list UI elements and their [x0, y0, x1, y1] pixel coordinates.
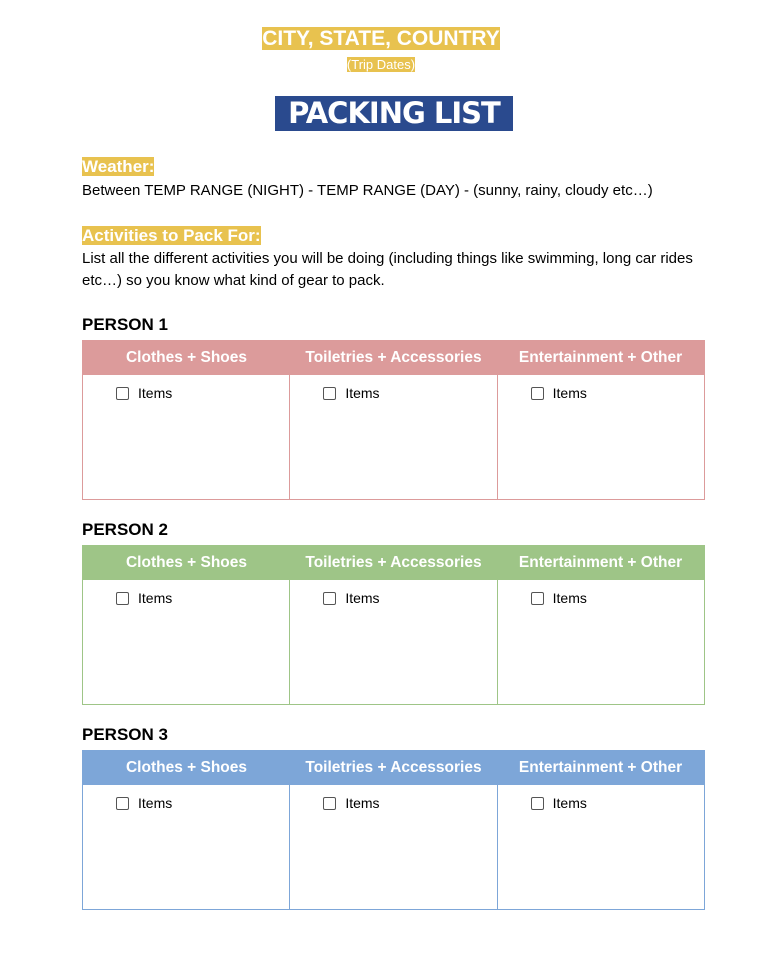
list-item — [290, 375, 497, 499]
item-label[interactable]: Items — [552, 795, 587, 811]
column-header: Toiletries + Accessories — [305, 349, 482, 366]
item-label[interactable]: Items — [552, 590, 587, 606]
weather-heading: Weather: — [82, 157, 155, 176]
item-label[interactable]: Items — [138, 590, 173, 606]
table-body — [83, 580, 704, 704]
table-header — [83, 341, 704, 375]
list-item — [290, 785, 497, 909]
column-header: Entertainment + Other — [518, 759, 683, 776]
list-item — [83, 375, 290, 499]
column-header: Entertainment + Other — [518, 349, 683, 366]
column-header: Clothes + Shoes — [125, 554, 248, 571]
list-item — [498, 580, 704, 704]
checkbox[interactable] — [116, 387, 129, 400]
packing-list-banner: PACKING LIST — [275, 96, 513, 131]
table-body — [83, 375, 704, 499]
person-heading: PERSON 3 — [82, 725, 168, 744]
activities-heading: Activities to Pack For: — [82, 226, 261, 245]
item-label[interactable]: Items — [138, 385, 173, 401]
column-header: Entertainment + Other — [518, 554, 683, 571]
checkbox[interactable] — [323, 797, 336, 810]
column-header: Clothes + Shoes — [125, 759, 248, 776]
list-item — [83, 580, 290, 704]
person-heading: PERSON 2 — [82, 520, 168, 539]
checkbox[interactable] — [323, 387, 336, 400]
column-header: Clothes + Shoes — [125, 349, 248, 366]
list-item — [290, 580, 497, 704]
column-header: Toiletries + Accessories — [305, 554, 482, 571]
table-header — [83, 751, 704, 785]
item-label[interactable]: Items — [345, 385, 380, 401]
person-heading: PERSON 1 — [82, 315, 168, 334]
activities-text: List all the different activities you will be doing (including things like swimming, long car rides etc…) so you know what kind of gear to pack. — [82, 250, 693, 289]
checkbox[interactable] — [531, 797, 544, 810]
checkbox[interactable] — [531, 592, 544, 605]
packing-table — [82, 545, 705, 705]
weather-text: Between TEMP RANGE (NIGHT) - TEMP RANGE (DAY) - (sunny, rainy, cloudy etc…) — [82, 182, 653, 199]
table-body — [83, 785, 704, 909]
list-item — [498, 375, 704, 499]
item-label[interactable]: Items — [345, 590, 380, 606]
table-header — [83, 546, 704, 580]
list-item — [83, 785, 290, 909]
column-header: Toiletries + Accessories — [305, 759, 482, 776]
packing-table — [82, 750, 705, 910]
checkbox[interactable] — [531, 387, 544, 400]
trip-location-title: CITY, STATE, COUNTRY — [262, 27, 500, 50]
checkbox[interactable] — [323, 592, 336, 605]
item-label[interactable]: Items — [138, 795, 173, 811]
checkbox[interactable] — [116, 797, 129, 810]
item-label[interactable]: Items — [345, 795, 380, 811]
item-label[interactable]: Items — [552, 385, 587, 401]
trip-dates: (Trip Dates) — [346, 57, 416, 72]
packing-table — [82, 340, 705, 500]
list-item — [498, 785, 704, 909]
checkbox[interactable] — [116, 592, 129, 605]
